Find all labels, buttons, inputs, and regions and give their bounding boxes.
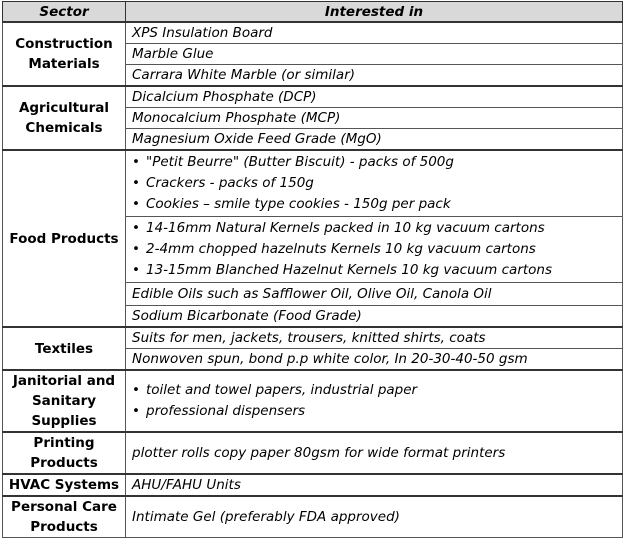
bullet-icon: •: [132, 382, 140, 398]
list-item-text: toilet and towel papers, industrial paper: [146, 382, 418, 398]
sector-textiles: Textiles: [3, 327, 126, 370]
list-item: [132, 218, 616, 239]
sector-agricultural: Agricultural Chemicals: [3, 86, 126, 150]
header-row: [3, 2, 623, 23]
list-item-text: 14-16mm Natural Kernels packed in 10 kg vacuum cartons: [146, 220, 545, 236]
sector-interest-table: [2, 1, 623, 538]
list-item: [132, 152, 616, 173]
table-row: [3, 327, 623, 349]
sector-construction: Construction Materials: [3, 22, 126, 86]
bullet-list: [132, 218, 616, 281]
sector-food: Food Products: [3, 150, 126, 327]
list-item: [132, 380, 616, 401]
item-cell: AHU/FAHU Units: [126, 474, 623, 496]
table-row: [3, 22, 623, 44]
bullet-list: [132, 380, 616, 422]
list-item: [132, 194, 616, 215]
bullet-icon: •: [132, 262, 140, 278]
list-item: [132, 401, 616, 422]
bullet-icon: •: [132, 403, 140, 419]
item-cell: Intimate Gel (preferably FDA approved): [126, 496, 623, 538]
table-row: [3, 496, 623, 538]
bullet-icon: •: [132, 241, 140, 257]
table-row: [3, 432, 623, 474]
sector-printing: Printing Products: [3, 432, 126, 474]
list-item-text: 13-15mm Blanched Hazelnut Kernels 10 kg vacuum cartons: [146, 262, 553, 278]
bullet-icon: •: [132, 175, 140, 191]
list-item: [132, 239, 616, 260]
list-item: [132, 260, 616, 281]
item-cell: [126, 370, 623, 432]
item-cell: [126, 150, 623, 217]
item-cell: [126, 217, 623, 283]
item-cell: Edible Oils such as Safflower Oil, Olive Oil, Canola Oil: [126, 283, 623, 306]
header-interested-in: Interested in: [126, 2, 623, 23]
item-cell: XPS Insulation Board: [126, 22, 623, 44]
list-item-text: 2-4mm chopped hazelnuts Kernels 10 kg vacuum cartons: [146, 241, 536, 257]
item-cell: Marble Glue: [126, 44, 623, 65]
list-item-text: Crackers - packs of 150g: [146, 175, 314, 191]
item-cell: Monocalcium Phosphate (MCP): [126, 108, 623, 129]
list-item-text: Cookies – smile type cookies - 150g per pack: [146, 196, 451, 212]
bullet-icon: •: [132, 154, 140, 170]
list-item: [132, 173, 616, 194]
item-cell: Suits for men, jackets, trousers, knitted shirts, coats: [126, 327, 623, 349]
bullet-icon: •: [132, 196, 140, 212]
item-cell: Sodium Bicarbonate (Food Grade): [126, 306, 623, 328]
bullet-list: [132, 152, 616, 215]
table-row: [3, 150, 623, 217]
item-cell: plotter rolls copy paper 80gsm for wide format printers: [126, 432, 623, 474]
item-cell: Dicalcium Phosphate (DCP): [126, 86, 623, 108]
table-row: [3, 474, 623, 496]
table-row: [3, 86, 623, 108]
list-item-text: "Petit Beurre" (Butter Biscuit) - packs of 500g: [146, 154, 454, 170]
header-sector: Sector: [3, 2, 126, 23]
bullet-icon: •: [132, 220, 140, 236]
sector-personal-care: Personal Care Products: [3, 496, 126, 538]
item-cell: Nonwoven spun, bond p.p white color, In 20-30-40-50 gsm: [126, 349, 623, 371]
sector-janitorial: Janitorial and Sanitary Supplies: [3, 370, 126, 432]
table-row: [3, 370, 623, 432]
item-cell: Carrara White Marble (or similar): [126, 65, 623, 87]
item-cell: Magnesium Oxide Feed Grade (MgO): [126, 129, 623, 151]
list-item-text: professional dispensers: [146, 403, 306, 419]
sector-hvac: HVAC Systems: [3, 474, 126, 496]
